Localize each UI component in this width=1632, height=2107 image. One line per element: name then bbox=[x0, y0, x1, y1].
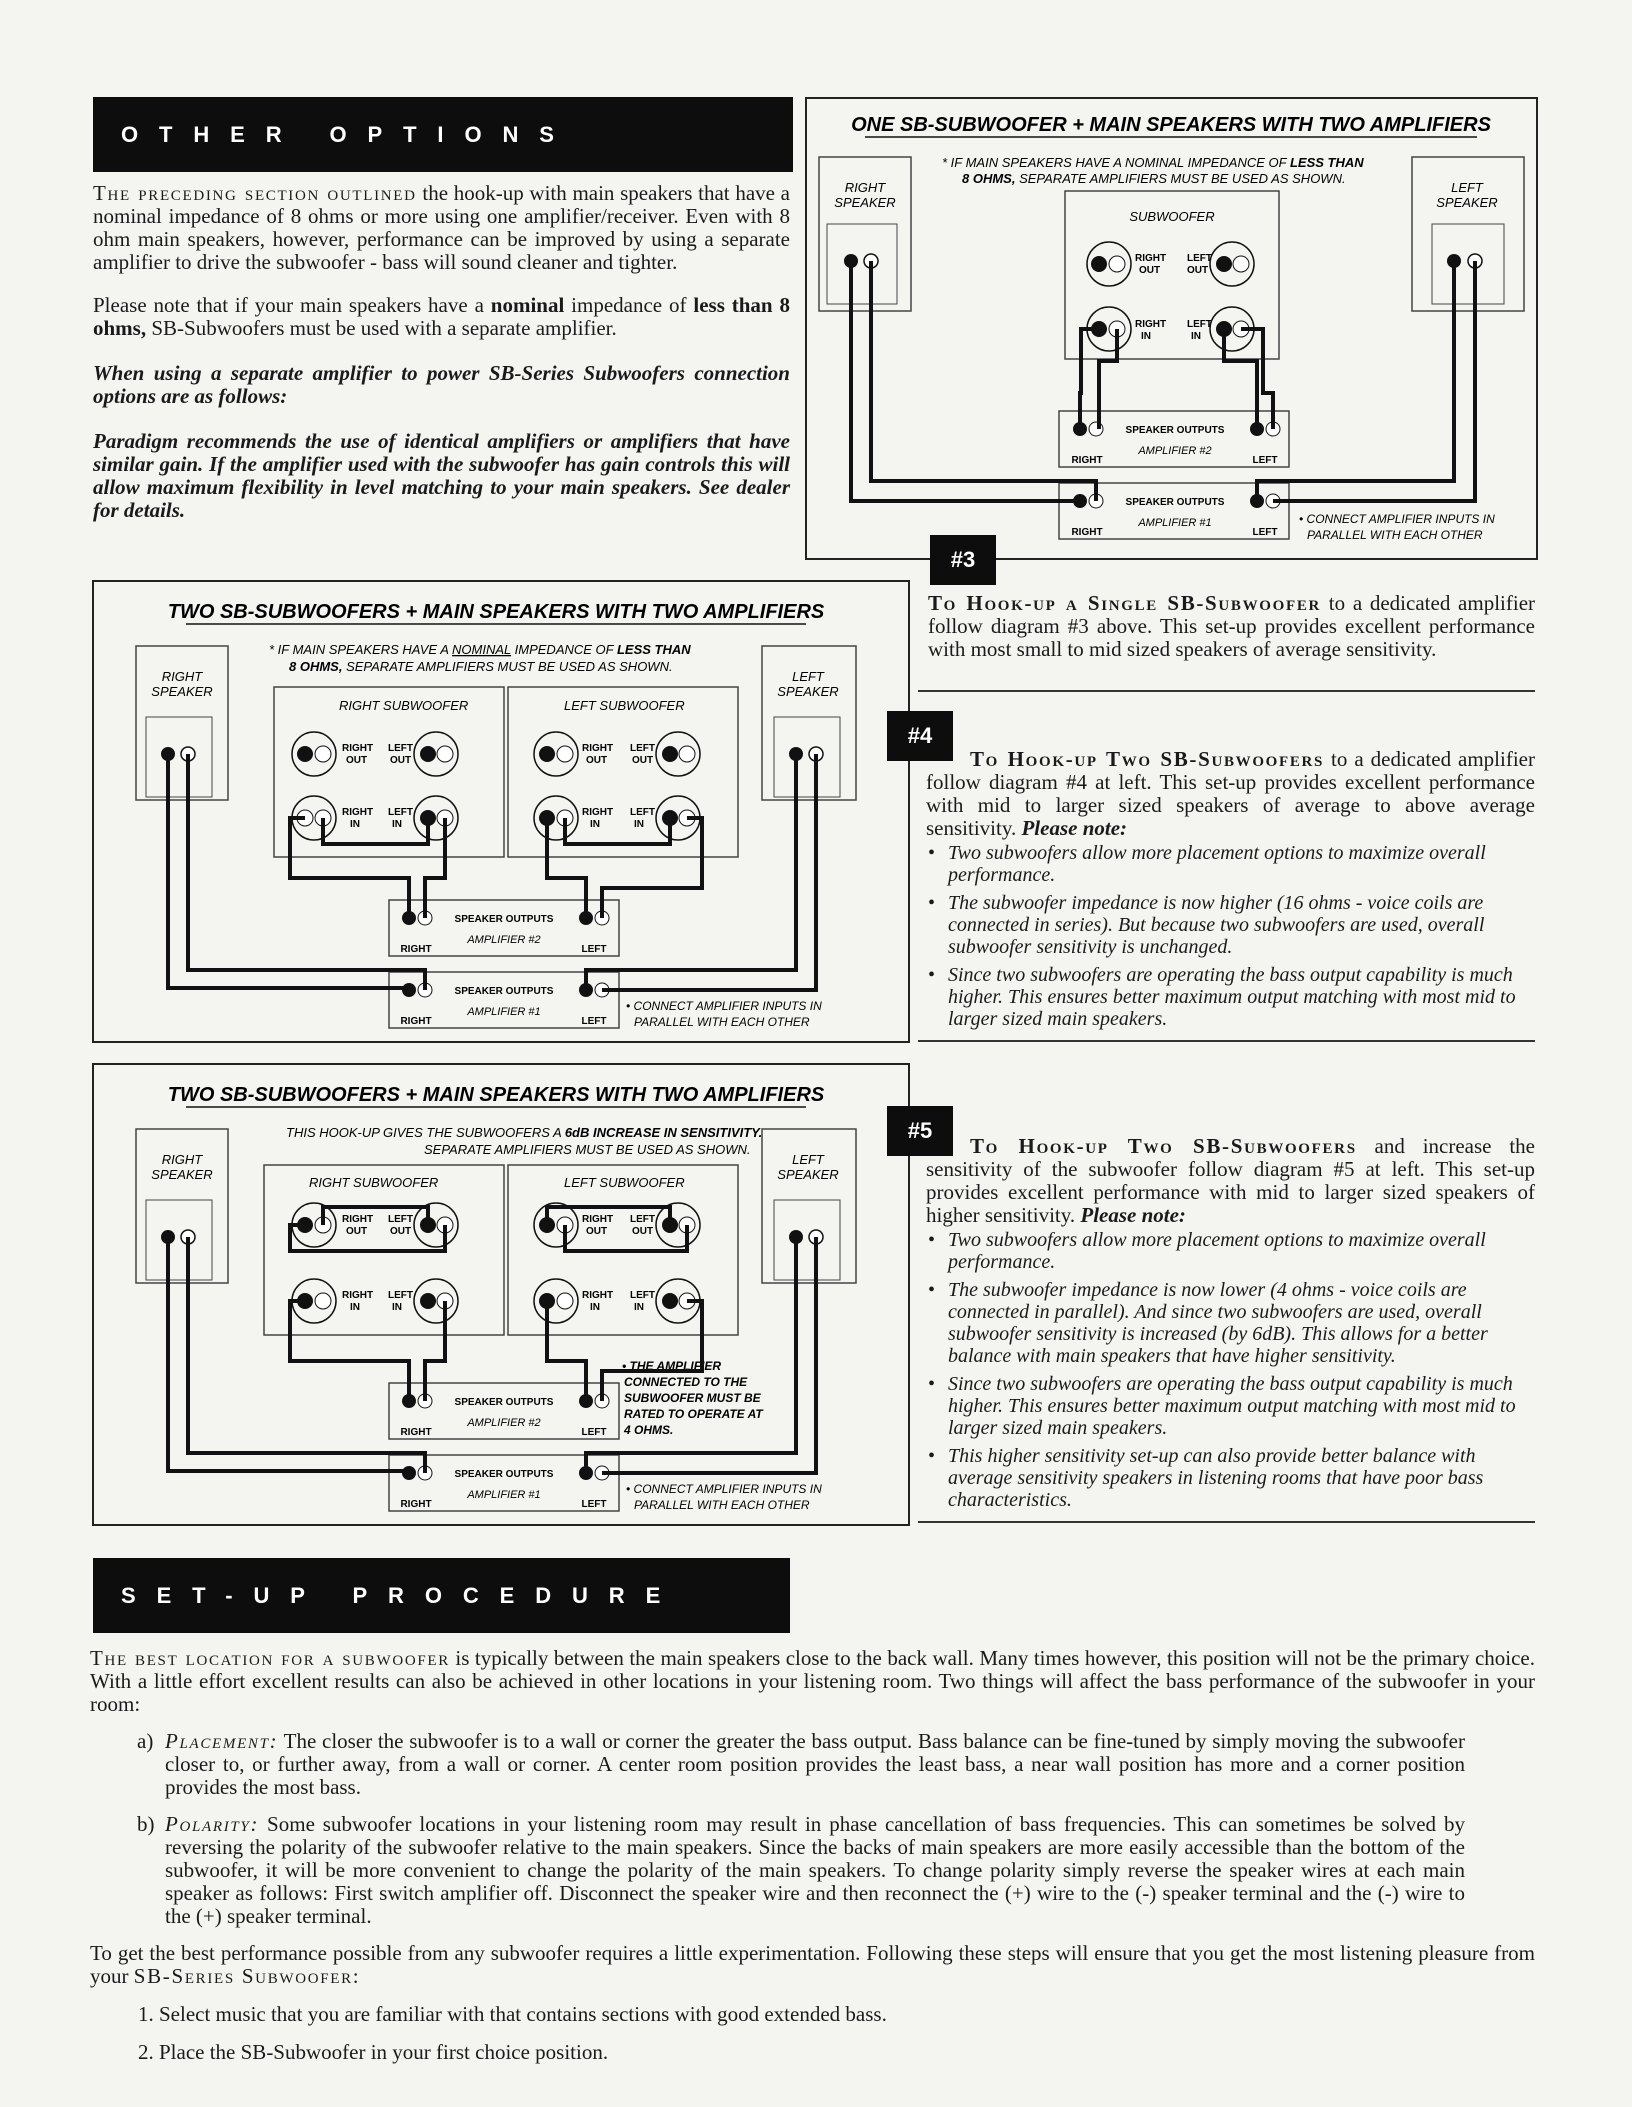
speaker-label: SPEAKER bbox=[834, 195, 896, 210]
amp-label: LEFT bbox=[1252, 527, 1278, 538]
amp-label: SPEAKER OUTPUTS bbox=[454, 914, 554, 925]
amp-label: LEFT bbox=[581, 1016, 607, 1027]
svg-text:RIGHT: RIGHT bbox=[342, 743, 374, 754]
svg-text:IN: IN bbox=[350, 819, 360, 830]
step-item: 1. Select music that you are familiar with that contains sections with good extended bass. bbox=[138, 2002, 887, 2026]
svg-text:OUT: OUT bbox=[632, 755, 654, 766]
item-marker: a) bbox=[137, 1729, 154, 1753]
note-text: THIS HOOK-UP GIVES THE SUBWOOFERS A 6dB INCREASE IN SENSITIVITY. bbox=[286, 1125, 763, 1140]
svg-text:LEFT: LEFT bbox=[630, 807, 655, 818]
text-run: Please note that if your main speakers have a bbox=[93, 293, 491, 317]
speaker-label: SPEAKER bbox=[151, 1167, 213, 1182]
speaker-label: LEFT bbox=[1451, 180, 1483, 195]
note-text: SEPARATE AMPLIFIERS MUST BE USED AS SHOWN. bbox=[424, 1142, 751, 1157]
note-item: • This higher sensitivity set-up can also provide better balance with average sensitivity speakers in listening rooms that have poor bass characteristics. bbox=[948, 1445, 1535, 1511]
amp-label: LEFT bbox=[581, 1499, 607, 1510]
svg-text:RIGHT: RIGHT bbox=[582, 1290, 614, 1301]
amp-label: AMPLIFIER #1 bbox=[467, 1489, 541, 1501]
svg-text:LEFT: LEFT bbox=[388, 807, 413, 818]
diagram-4-tag: #4 bbox=[887, 711, 953, 761]
svg-text:RIGHT: RIGHT bbox=[582, 743, 614, 754]
text-run: nominal bbox=[490, 293, 565, 317]
amp-label: AMPLIFIER #1 bbox=[467, 1006, 541, 1018]
section-3-paragraph bbox=[928, 592, 1535, 661]
body-text: Some subwoofer locations in your listening room may result in phase cancellation of bass frequencies. This can sometimes be solved by reversing the polarity of the subwoofer relative to the main speakers. Since the backs of main speakers are more easily accessible than the bottom of the subwoofer, it will be more convenient to change the polarity of the main speakers. To change polarity simply reverse the speaker wires at each main speaker as follows: First switch amplifier off. Disconnect the speaker wire and then reconnect the (+) wire to the (-) speaker terminal and the (-) wire to the (+) speaker terminal. bbox=[165, 1812, 1465, 1928]
placement-item bbox=[137, 1729, 1465, 1799]
speaker-label: RIGHT bbox=[844, 180, 886, 195]
note-text: 8 OHMS, SEPARATE AMPLIFIERS MUST BE USED AS SHOWN. bbox=[962, 171, 1346, 186]
lead-in: To Hook-up a Single SB-Subwoofer bbox=[928, 591, 1322, 615]
step-item: 2. Place the SB-Subwoofer in your first choice position. bbox=[138, 2040, 609, 2064]
svg-text:RIGHT: RIGHT bbox=[342, 1214, 374, 1225]
svg-text:LEFT: LEFT bbox=[630, 743, 655, 754]
section-4-notes bbox=[926, 842, 1535, 1030]
svg-text:IN: IN bbox=[634, 819, 644, 830]
amp-label: RIGHT bbox=[1071, 527, 1103, 538]
amp-label: RIGHT bbox=[400, 1427, 432, 1438]
amp-note: SUBWOOFER MUST BE bbox=[624, 1391, 761, 1405]
amp-label: LEFT bbox=[1252, 455, 1278, 466]
amp-note: • THE AMPLIFIER bbox=[622, 1359, 722, 1373]
note-item: • Since two subwoofers are operating the bass output capability is much higher. This ensures better maximum output matching with most mid to larger sized main speakers. bbox=[948, 964, 1535, 1030]
svg-text:LEFT: LEFT bbox=[1187, 253, 1212, 264]
speaker-label: LEFT bbox=[792, 1152, 824, 1167]
note-item: • The subwoofer impedance is now lower (4 ohms - voice coils are connected in parallel). And since two subwoofers are used, overall subwoofer sensitivity is increased (by 6dB). This allows for a better balance with main speakers that have higher sensitivity. bbox=[948, 1279, 1535, 1367]
connect-note: PARALLEL WITH EACH OTHER bbox=[634, 1498, 810, 1512]
please-note: Please note: bbox=[1080, 1203, 1186, 1227]
note-item: • Two subwoofers allow more placement options to maximize overall performance. bbox=[948, 842, 1535, 886]
svg-text:OUT: OUT bbox=[586, 1226, 608, 1237]
speaker-label: SPEAKER bbox=[151, 684, 213, 699]
amp-label: SPEAKER OUTPUTS bbox=[1125, 425, 1225, 436]
options-paragraph: When using a separate amplifier to power SB-Series Subwoofers connection options are as follows: bbox=[93, 361, 790, 408]
connect-note: • CONNECT AMPLIFIER INPUTS IN bbox=[626, 999, 822, 1013]
svg-text:OUT: OUT bbox=[632, 1226, 654, 1237]
amp-label: LEFT bbox=[581, 944, 607, 955]
subwoofer-label: RIGHT SUBWOOFER bbox=[339, 698, 469, 713]
svg-text:RIGHT: RIGHT bbox=[342, 807, 374, 818]
diagram-4 bbox=[92, 580, 910, 1043]
amp-note: 4 OHMS. bbox=[624, 1423, 674, 1437]
svg-text:LEFT: LEFT bbox=[388, 743, 413, 754]
connect-note: PARALLEL WITH EACH OTHER bbox=[1307, 528, 1483, 542]
svg-text:LEFT: LEFT bbox=[388, 1290, 413, 1301]
placement-text bbox=[165, 1730, 1465, 1799]
svg-text:IN: IN bbox=[392, 1302, 402, 1313]
amp-label: AMPLIFIER #2 bbox=[467, 1417, 541, 1429]
amp-label: AMPLIFIER #1 bbox=[1138, 517, 1212, 529]
divider bbox=[918, 690, 1535, 692]
note-item: • Since two subwoofers are operating the bass output capability is much higher. This ensures better maximum output matching with most mid to larger sized main speakers. bbox=[948, 1373, 1535, 1439]
other-options-text bbox=[93, 182, 790, 522]
amp-label: RIGHT bbox=[1071, 455, 1103, 466]
section-5-paragraph bbox=[926, 1135, 1535, 1227]
body-text: and increase the sensitivity of the subwoofer follow diagram #5 at left. This set-up provides excellent performance with mid to larger sized speakers of higher sensitivity. bbox=[926, 1134, 1535, 1227]
amp-label: LEFT bbox=[581, 1427, 607, 1438]
svg-text:LEFT: LEFT bbox=[630, 1290, 655, 1301]
svg-text:RIGHT: RIGHT bbox=[582, 807, 614, 818]
svg-text:IN: IN bbox=[634, 1302, 644, 1313]
amp-label: SPEAKER OUTPUTS bbox=[454, 1469, 554, 1480]
subwoofer-label: RIGHT SUBWOOFER bbox=[309, 1175, 439, 1190]
section-5-notes bbox=[926, 1229, 1535, 1511]
note-text: 8 OHMS, SEPARATE AMPLIFIERS MUST BE USED AS SHOWN. bbox=[289, 659, 673, 674]
note-text: * IF MAIN SPEAKERS HAVE A NOMINAL IMPEDANCE OF LESS THAN bbox=[942, 155, 1364, 170]
svg-text:RIGHT: RIGHT bbox=[582, 1214, 614, 1225]
diagram-3 bbox=[805, 97, 1538, 560]
speaker-label: RIGHT bbox=[161, 669, 203, 684]
diagram-5-drawing bbox=[94, 1065, 908, 1524]
connect-note: • CONNECT AMPLIFIER INPUTS IN bbox=[1299, 512, 1495, 526]
setup-intro bbox=[90, 1647, 1535, 1716]
setup-procedure-text bbox=[90, 1647, 1535, 2078]
connect-note: PARALLEL WITH EACH OTHER bbox=[634, 1015, 810, 1029]
amp-label: SPEAKER OUTPUTS bbox=[454, 1397, 554, 1408]
body-text: the hook-up with main speakers that have a nominal impedance of 8 ohms or more using one amplifier/receiver. Even with 8 ohm main speakers, however, performance can be improved by using a separate amplifier to drive the subwoofer - bass will sound cleaner and tighter. bbox=[93, 181, 790, 274]
speaker-label: SPEAKER bbox=[777, 1167, 839, 1182]
diagram-3-tag: #3 bbox=[930, 535, 996, 585]
body-text: to a dedicated amplifier follow diagram #3 above. This set-up provides excellent performance with most small to mid sized speakers of average sensitivity. bbox=[928, 591, 1536, 661]
closing-paragraph bbox=[90, 1942, 1535, 1988]
please-note: Please note: bbox=[1021, 816, 1128, 840]
diagram-title: ONE SB-SUBWOOFER + MAIN SPEAKERS WITH TWO AMPLIFIERS bbox=[851, 114, 1491, 136]
amp-note: CONNECTED TO THE bbox=[624, 1375, 748, 1389]
body-text: The closer the subwoofer is to a wall or corner the greater the bass output. Bass balance can be fine-tuned by simply moving the subwoofer closer to, or further away, from a wall or corner. A center room position provides the least bass, a near wall position has more and a corner position provides the most bass. bbox=[165, 1729, 1465, 1799]
svg-text:IN: IN bbox=[1141, 331, 1151, 342]
polarity-item bbox=[137, 1812, 1465, 1928]
svg-text:OUT: OUT bbox=[346, 755, 368, 766]
lead-in: To Hook-up Two SB-Subwoofers bbox=[970, 1134, 1357, 1158]
svg-text:RIGHT: RIGHT bbox=[1135, 253, 1167, 264]
diagram-title: TWO SB-SUBWOOFERS + MAIN SPEAKERS WITH TWO AMPLIFIERS bbox=[167, 1084, 825, 1106]
setup-procedure-banner: SET-UP PROCEDURE bbox=[93, 1558, 790, 1633]
item-marker: b) bbox=[137, 1812, 155, 1836]
other-options-banner: OTHER OPTIONS bbox=[93, 97, 793, 172]
subwoofer-label: SUBWOOFER bbox=[1129, 209, 1215, 224]
diagram-4-drawing bbox=[94, 582, 908, 1041]
setup-steps bbox=[138, 2002, 1535, 2064]
subwoofer-label: LEFT SUBWOOFER bbox=[564, 1175, 685, 1190]
amp-note: RATED TO OPERATE AT bbox=[624, 1407, 763, 1421]
section-3-text bbox=[928, 592, 1535, 661]
amplifier-recommendation: Paradigm recommends the use of identical amplifiers or amplifiers that have similar gain. If the amplifier used with the subwoofer has gain controls this will allow maximum flexibility in level matching to your main speakers. See dealer for details. bbox=[93, 429, 790, 522]
divider bbox=[918, 1521, 1535, 1523]
diagram-3-drawing bbox=[807, 99, 1536, 558]
speaker-label: SPEAKER bbox=[1436, 195, 1498, 210]
polarity-term: Polarity: bbox=[165, 1812, 260, 1836]
text-run: impedance of bbox=[564, 293, 694, 317]
svg-text:RIGHT: RIGHT bbox=[1135, 319, 1167, 330]
series-name: SB-Series Subwoofer: bbox=[133, 1964, 361, 1988]
diagram-5 bbox=[92, 1063, 910, 1526]
speaker-label: RIGHT bbox=[161, 1152, 203, 1167]
speaker-label: LEFT bbox=[792, 669, 824, 684]
amp-label: RIGHT bbox=[400, 1016, 432, 1027]
svg-text:IN: IN bbox=[590, 819, 600, 830]
svg-text:OUT: OUT bbox=[390, 755, 412, 766]
amp-label: RIGHT bbox=[400, 944, 432, 955]
svg-text:RIGHT: RIGHT bbox=[342, 1290, 374, 1301]
svg-text:LEFT: LEFT bbox=[630, 1214, 655, 1225]
svg-text:LEFT: LEFT bbox=[388, 1214, 413, 1225]
amp-label: RIGHT bbox=[400, 1499, 432, 1510]
amp-label: AMPLIFIER #2 bbox=[1138, 445, 1212, 457]
lead-in: The preceding section outlined bbox=[93, 181, 417, 205]
text-run: less than 8 ohms, bbox=[93, 293, 790, 340]
svg-text:OUT: OUT bbox=[390, 1226, 412, 1237]
section-4-text bbox=[926, 748, 1535, 1036]
polarity-text bbox=[165, 1813, 1465, 1928]
amp-label: SPEAKER OUTPUTS bbox=[454, 986, 554, 997]
svg-text:OUT: OUT bbox=[586, 755, 608, 766]
impedance-paragraph bbox=[93, 294, 790, 340]
svg-text:IN: IN bbox=[590, 1302, 600, 1313]
subwoofer-label: LEFT SUBWOOFER bbox=[564, 698, 685, 713]
diagram-5-tag: #5 bbox=[887, 1106, 953, 1156]
lead-in: To Hook-up Two SB-Subwoofers bbox=[970, 747, 1325, 771]
placement-term: Placement: bbox=[165, 1729, 279, 1753]
body-text: To get the best performance possible from any subwoofer requires a little experimentation. Following these steps will ensure that you get the most listening pleasure from your bbox=[90, 1941, 1535, 1988]
section-4-paragraph bbox=[926, 748, 1535, 840]
speaker-label: SPEAKER bbox=[777, 684, 839, 699]
divider bbox=[918, 1040, 1535, 1042]
lead-in: The best location for a subwoofer bbox=[90, 1646, 450, 1670]
body-text: to a dedicated amplifier follow diagram #4 at left. This set-up provides excellent performance with mid to larger sized speakers of average to above average sensitivity. bbox=[926, 747, 1535, 840]
body-text: is typically between the main speakers close to the back wall. Many times however, this position will not be the primary choice. With a little effort excellent results can also be achieved in other locations in your listening room. Two things will affect the bass performance of the subwoofer in your room: bbox=[90, 1646, 1535, 1716]
note-item: • Two subwoofers allow more placement options to maximize overall performance. bbox=[948, 1229, 1535, 1273]
svg-text:IN: IN bbox=[350, 1302, 360, 1313]
svg-text:OUT: OUT bbox=[346, 1226, 368, 1237]
connect-note: • CONNECT AMPLIFIER INPUTS IN bbox=[626, 1482, 822, 1496]
svg-text:IN: IN bbox=[392, 819, 402, 830]
text-run: SB-Subwoofers must be used with a separate amplifier. bbox=[146, 316, 617, 340]
section-5-text bbox=[926, 1135, 1535, 1517]
note-item: • The subwoofer impedance is now higher (16 ohms - voice coils are connected in series). But because two subwoofers are used, overall subwoofer sensitivity is unchanged. bbox=[948, 892, 1535, 958]
svg-text:LEFT: LEFT bbox=[1187, 319, 1212, 330]
svg-text:IN: IN bbox=[1191, 331, 1201, 342]
note-text: * IF MAIN SPEAKERS HAVE A NOMINAL IMPEDANCE OF LESS THAN bbox=[269, 642, 691, 657]
svg-text:OUT: OUT bbox=[1187, 265, 1209, 276]
amp-label: AMPLIFIER #2 bbox=[467, 934, 541, 946]
intro-paragraph bbox=[93, 182, 790, 274]
amp-label: SPEAKER OUTPUTS bbox=[1125, 497, 1225, 508]
svg-text:OUT: OUT bbox=[1139, 265, 1161, 276]
diagram-title: TWO SB-SUBWOOFERS + MAIN SPEAKERS WITH TWO AMPLIFIERS bbox=[167, 601, 825, 623]
